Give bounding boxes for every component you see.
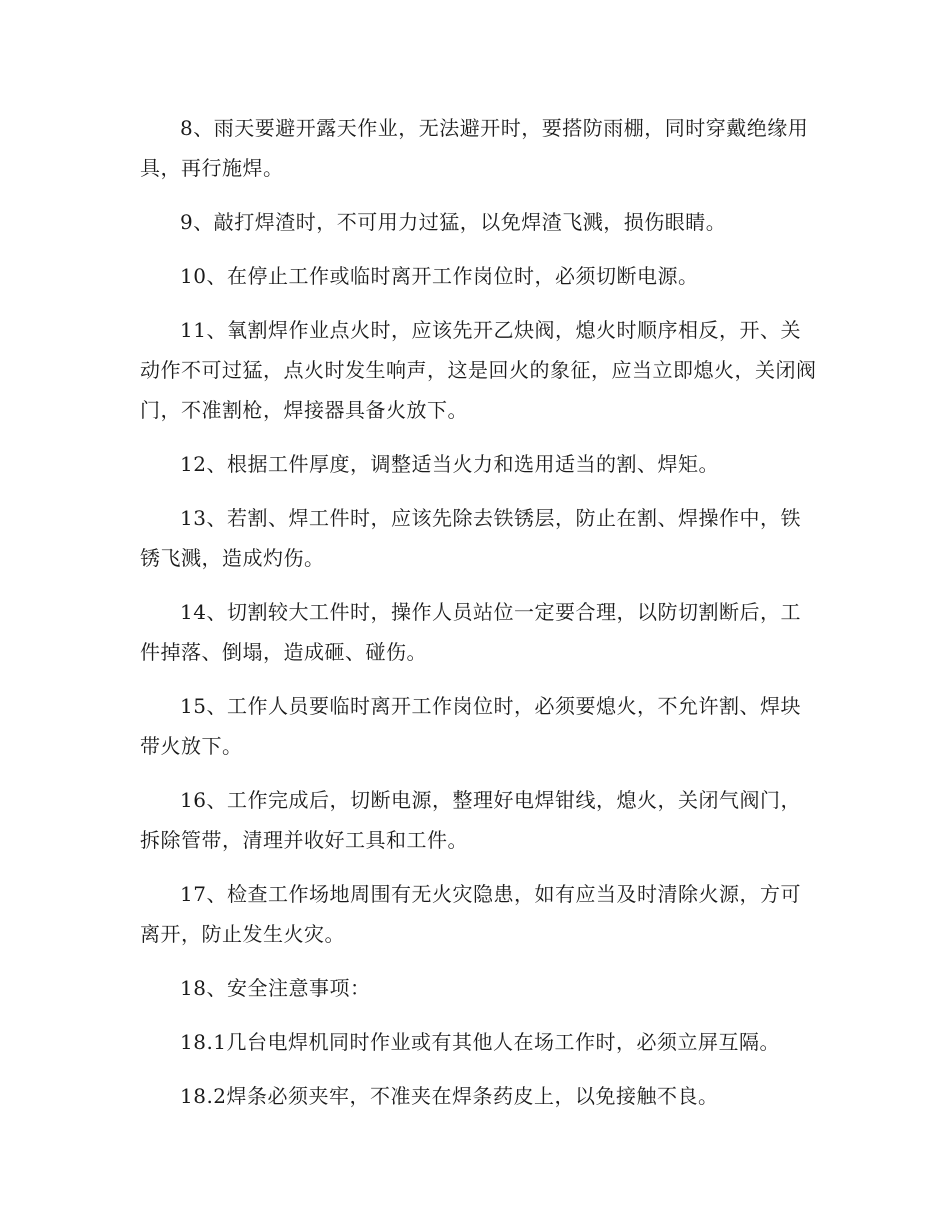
paragraph-18: 18、安全注意事项： [180,976,371,1000]
paragraph-14: 14、切割较大工件时，操作人员站位一定要合理，以防切割断后，工件掉落、倒塌，造成砸、碰伤。 [140,600,801,664]
paragraph-18-1: 18.1几台电焊机同时作业或有其他人在场工作时，必须立屏互隔。 [180,1030,781,1054]
paragraph-16: 16、工作完成后，切断电源，整理好电焊钳线，熄火，关闭气阀门，拆除管带，清理并收好工具和工件。 [140,788,801,852]
paragraph-10: 10、在停止工作或临时离开工作岗位时，必须切断电源。 [180,264,699,288]
paragraph-8: 8、雨天要避开露天作业，无法避开时，要搭防雨棚，同时穿戴绝缘用具，再行施焊。 [140,116,809,180]
paragraph-18-2: 18.2焊条必须夹牢，不准夹在焊条药皮上，以免接触不良。 [180,1084,719,1108]
paragraph-12: 12、根据工件厚度，调整适当火力和选用适当的割、焊矩。 [180,452,719,476]
paragraph-11: 11、氧割焊作业点火时，应该先开乙炔阀，熄火时顺序相反，开、关动作不可过猛，点火时发生响声，这是回火的象征，应当立即熄火，关闭阀门，不准割枪，焊接器具备火放下。 [140,318,817,422]
paragraph-13: 13、若割、焊工件时，应该先除去铁锈层，防止在割、焊操作中，铁锈飞溅，造成灼伤。 [140,506,801,570]
paragraph-17: 17、检查工作场地周围有无火灾隐患，如有应当及时清除火源，方可离开，防止发生火灾。 [140,882,801,946]
paragraph-9: 9、敲打焊渣时，不可用力过猛，以免焊渣飞溅，损伤眼睛。 [180,210,727,234]
document-body [140,108,820,1130]
paragraph-15: 15、工作人员要临时离开工作岗位时，必须要熄火，不允许割、焊块带火放下。 [140,694,801,758]
